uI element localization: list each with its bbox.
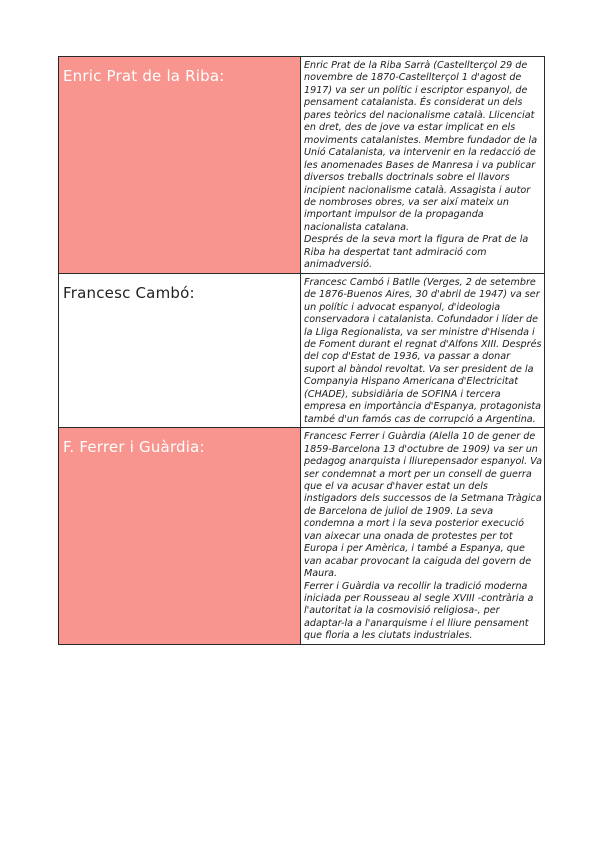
bio-paragraph: Ferrer i Guàrdia va recollir la tradició moderna iniciada per Rousseau al segle XVIII -contrària a l'autoritat ia la cosmovisió religiosa-, per adaptar-la a l'anarquisme i el lliure pensament que floria a les ciutats industriales. (304, 580, 534, 642)
bio-paragraph: Francesc Cambó i Batlle (Verges, 2 de setembre de 1876-Buenos Aires, 30 d'abril de 1947) va ser un polític i advocat espanyol, d'ideologia conservadora i catalanista. Cofundador i líder de la Lliga Regionalista, va ser ministre d'Hisenda i de Foment durant el regnat d'Alfons XIII. Després del cop d'Estat de 1936, va passar a donar suport al bàndol revoltat. Va ser president de la Companyia Hispano Americana d'Electricitat (CHADE), subsidiària de SOFINA i tercera empresa en importància d'Espanya, protagonista també d'un famós cas de corrupció a Argentina. (304, 276, 542, 425)
name-cell (59, 273, 301, 427)
person-bio (301, 274, 544, 427)
person-row-cambo (59, 273, 545, 427)
bio-paragraph: Després de la seva mort la figura de Prat de la Riba ha despertat tant admiració com animadversió. (304, 234, 529, 271)
person-bio (301, 428, 544, 644)
person-row-ferrer (59, 428, 545, 645)
name-cell (59, 428, 301, 645)
bio-cell (301, 428, 545, 645)
person-name: Francesc Cambó: (63, 283, 195, 302)
bio-paragraph: Francesc Ferrer i Guàrdia (Alella 10 de gener de 1859-Barcelona 13 d'octubre de 1909) va ser un pedagog anarquista i lliurepensador espanyol. Va ser condemnat a mort per un consell de guerra que el va acusar d'haver estat un dels instigadors dels successos de la Setmana Tràgica de Barcelona de juliol de 1909. La seva condemna a mort i la seva posterior execució van aixecar una onada de protestes per tot Europa i per Amèrica, i també a Espanya, que van acabar provocant la caiguda del govern de Maura. (304, 431, 542, 580)
bio-cell (301, 57, 545, 274)
bio-paragraph: Enric Prat de la Riba Sarrà (Castellterçol 29 de novembre de 1870-Castellterçol 1 d'agost de 1917) va ser un polític i escriptor espanyol, de pensament catalanista. És considerat un dels pares teòrics del nacionalisme català. Llicenciat en dret, des de jove va estar implicat en els moviments catalanistes. Membre fundador de la Unió Catalanista, va intervenir en la redacció de les anomenades Bases de Manresa i va publicar diversos treballs doctrinals sobre el llavors incipient nacionalisme català. Assagista i autor de nombroses obres, va ser així mateix un important impulsor de la propaganda nacionalista catalana. (304, 60, 538, 233)
person-row-prat (59, 57, 545, 274)
person-name: F. Ferrer i Guàrdia: (63, 438, 205, 457)
biography-table (58, 56, 545, 645)
name-cell (59, 57, 301, 274)
bio-cell (301, 273, 545, 427)
person-bio (301, 57, 544, 273)
person-name: Enric Prat de la Riba: (63, 67, 225, 85)
